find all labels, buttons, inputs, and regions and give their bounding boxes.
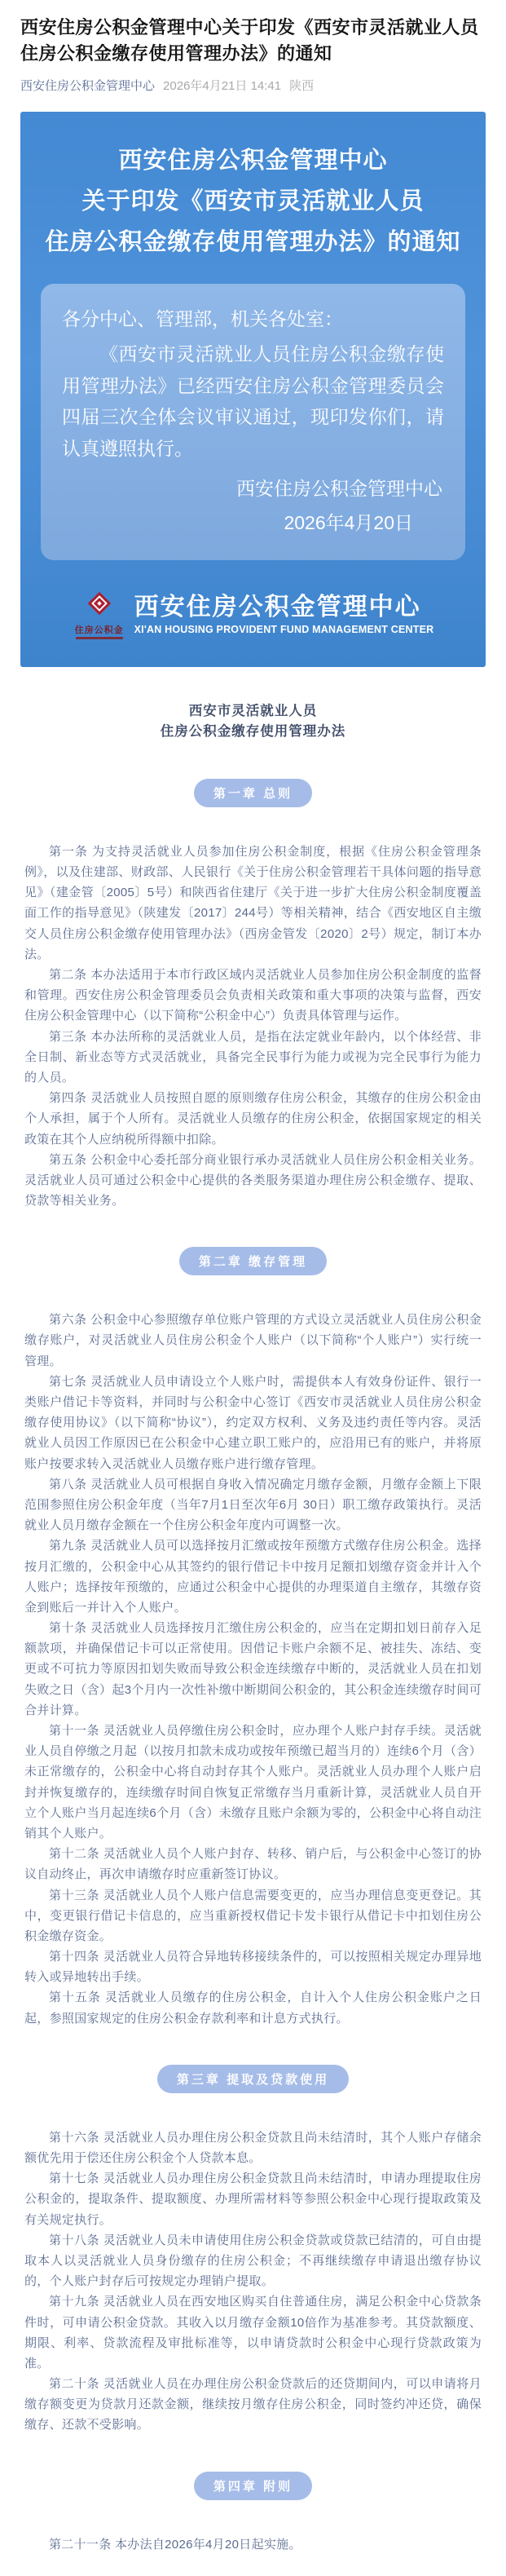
notice-sign-date: 2026年4月20日 [284,512,413,534]
logo-mark [73,590,126,639]
clause-paragraph: 第十三条 灵活就业人员个人账户信息需要变更的，应当办理信息变更登记。其中，变更银行借记卡信息的，应当重新授权借记卡发卡银行从借记卡中扣划住房公积金缴存资金。 [24,1888,482,1943]
article-title: 西安住房公积金管理中心关于印发《西安市灵活就业人员住房公积金缴存使用管理办法》的通知 [20,17,479,64]
article-header [0,0,506,94]
clause-paragraph: 第十二条 灵活就业人员个人账户封存、转移、销户后，与公积金中心签订的协议自动终止，再次申请缴存时应重新签订协议。 [24,1847,482,1882]
chapter-heading-badge: 第四章 附则 [194,2472,312,2500]
logo-name-cn: 西安住房公积金管理中心 [134,593,421,621]
document-title-line2: 住房公积金缴存使用管理办法 [160,724,346,740]
article-meta [20,77,486,94]
notice-salutation: 各分中心、管理部，机关各处室： [62,308,343,330]
clause-paragraph: 第二十一条 本办法自2026年4月20日起实施。 [49,2537,301,2552]
official-account-link[interactable]: 西安住房公积金管理中心 [20,78,156,93]
provident-fund-diamond-icon [86,590,113,621]
publish-location: 陕西 [289,78,315,93]
logo-mark-subline [76,637,123,639]
clause-paragraph: 第十六条 灵活就业人员办理住房公积金贷款且尚未结清时，其个人账户存储余额优先用于偿还住房公积金个人贷款本息。 [24,2130,482,2166]
clause-paragraph: 第十九条 灵活就业人员在西安地区购买自住普通住房，满足公积金中心贷款条件时，可申请公积金贷款。其收入以月缴存金额10倍作为基准参考。其贷款额度、期限、利率、贷款流程及审批标准等，以申请贷款时公积金中心现行贷款政策为准。 [24,2295,482,2371]
chapter-heading-badge: 第一章 总则 [194,779,312,807]
notice-banner-image[interactable] [20,112,486,667]
banner-title-line1: 西安住房公积金管理中心 [118,147,388,174]
clause-paragraph: 第六条 公积金中心参照缴存单位账户管理的方式设立灵活就业人员住房公积金缴存账户，对灵活就业人员住房公积金个人账户（以下简称“个人账户”）实行统一管理。 [24,1313,482,1368]
clause-paragraph: 第九条 灵活就业人员可以选择按月汇缴或按年预缴方式缴存住房公积金。选择按月汇缴的，公积金中心从其签约的银行借记卡中按月足额扣划缴存资金并计入个人账户；选择按年预缴的，应通过公积金中心提供的办理渠道自主缴存，其缴存资金到账后一并计入个人账户。 [24,1539,482,1615]
logo-mark-label: 住房公积金 [74,625,124,635]
logo-names [134,594,434,636]
clause-paragraph: 第十一条 灵活就业人员停缴住房公积金时，应办理个人账户封存手续。灵活就业人员自停缴之月起（以按月扣款未成功或按年预缴已超当月的）连续6个月（含）未正常缴存的，公积金中心将自动封存其个人账户。灵活就业人员办理个人账户启封并恢复缴存的，连续缴存时间自恢复正常缴存当月重新计算，灵活就业人员自开立个人账户当月起连续6个月（含）未缴存且账户余额为零的，公积金中心将自动注销其个人账户。 [24,1724,482,1840]
clause-paragraph: 第二条 本办法适用于本市行政区域内灵活就业人员参加住房公积金制度的监督和管理。西安住房公积金管理委员会负责相关政策和重大事项的决策与监督，西安住房公积金管理中心（以下简称“公积金中心”）负责具体管理与运作。 [24,968,482,1023]
clause-paragraph: 第四条 灵活就业人员按照自愿的原则缴存住房公积金，其缴存的住房公积金由个人承担，属于个人所有。灵活就业人员缴存的住房公积金，依据国家规定的相关政策在其个人应纳税所得额中扣除。 [24,1091,482,1147]
chapter-section-4 [24,2472,482,2555]
document-title [24,701,482,743]
center-logo [20,590,486,639]
regulation-document [0,701,506,2576]
clause-paragraph: 第十七条 灵活就业人员办理住房公积金贷款且尚未结清时，申请办理提取住房公积金的，提取条件、提取额度、办理所需材料等参照公积金中心现行提取政策及有关规定执行。 [24,2172,482,2227]
publish-datetime: 2026年4月21日 14:41 [163,78,282,93]
clause-paragraph: 第二十条 灵活就业人员在办理住房公积金贷款后的还贷期间内，可以申请将月缴存额变更为贷款月还款金额，继续按月缴存住房公积金，同时签约冲还贷，确保缴存、还款不受影响。 [24,2377,482,2432]
clause-paragraph: 第一条 为支持灵活就业人员参加住房公积金制度，根据《住房公积金管理条例》，以及住建部、财政部、人民银行《关于住房公积金管理若干具体问题的指导意见》（建金管〔2005〕5号）和陕西省住建厅《关于进一步扩大住房公积金制度覆盖面工作的指导意见》（陕建发〔2017〕244号）等相关精神，结合《西安地区自主缴交人员住房公积金缴存使用管理办法》（西房金管发〔2020〕2号）规定，制订本办法。 [24,844,482,961]
clause-paragraph: 第十四条 灵活就业人员符合异地转移接续条件的，可以按照相关规定办理异地转入或异地转出手续。 [24,1950,482,1985]
clause-paragraph: 第十条 灵活就业人员选择按月汇缴住房公积金的，应当在定期扣划日前存入足额款项，并确保借记卡可以正常使用。因借记卡账户余额不足、被挂失、冻结、变更或不可抗力等原因扣划失败而导致公积金连续缴存中断的，灵活就业人员在扣划失败之日（含）起3个月内一次性补缴中断期间公积金的，其公积金连续缴存时间可合并计算。 [24,1621,482,1717]
document-title-line1: 西安市灵活就业人员 [188,703,318,718]
chapter-section-2 [24,1247,482,2029]
notice-text-box [41,284,465,559]
clause-paragraph: 第十八条 灵活就业人员未申请使用住房公积金贷款或贷款已结清的，可自由提取本人以灵活就业人员身份缴存的住房公积金；不再继续缴存申请退出缴存协议的，个人账户封存后可按规定办理销户提取。 [24,2233,482,2289]
clause-paragraph: 第八条 灵活就业人员可根据自身收入情况确定月缴存金额，月缴存金额上下限范围参照住房公积金年度（当年7月1日至次年6月 30日）职工缴存政策执行。灵活就业人员月缴存金额在一个住房公积金年度内可调整一次。 [24,1477,482,1533]
clause-paragraph: 第三条 本办法所称的灵活就业人员，是指在法定就业年龄内，以个体经营、非全日制、新业态等方式灵活就业，具备完全民事行为能力或视为完全民事行为能力的人员。 [24,1029,482,1085]
chapter-heading-badge: 第二章 缴存管理 [179,1247,327,1275]
notice-body: 《西安市灵活就业人员住房公积金缴存使用管理办法》已经西安住房公积金管理委员会四届三次全体会议审议通过，现印发你们，请认真遵照执行。 [62,343,444,459]
banner-title-line2: 关于印发《西安市灵活就业人员 [81,188,425,214]
banner-title [20,112,486,263]
clause-paragraph: 第十五条 灵活就业人员缴存的住房公积金，自计入个人住房公积金账户之日起，参照国家规定的住房公积金存款利率和计息方式执行。 [24,1991,482,2026]
clause-paragraph: 第七条 灵活就业人员申请设立个人账户时，需提供本人有效身份证件、银行一类账户借记卡等资料，并同时与公积金中心签订《西安市灵活就业人员住房公积金缴存使用协议》（以下简称“协议”），约定双方权利、义务及违约责任等内容。灵活就业人员因工作原因已在公积金中心建立职工账户的，应沿用已有的账户，并将原账户按要求转入灵活就业人员缴存账户进行缴存管理。 [24,1374,482,1471]
chapter-section-3 [24,2065,482,2436]
banner-title-line3: 住房公积金缴存使用管理办法》的通知 [45,228,461,255]
notice-signer: 西安住房公积金管理中心 [236,477,442,499]
clause-paragraph: 第五条 公积金中心委托部分商业银行承办灵活就业人员住房公积金相关业务。灵活就业人员可通过公积金中心提供的各类服务渠道办理住房公积金缴存、提取、贷款等相关业务。 [24,1152,482,1208]
logo-name-en: XI'AN HOUSING PROVIDENT FUND MANAGEMENT CENTER [134,624,434,636]
chapter-section-1 [24,779,482,1211]
chapter-heading-badge: 第三章 提取及贷款使用 [157,2065,349,2093]
